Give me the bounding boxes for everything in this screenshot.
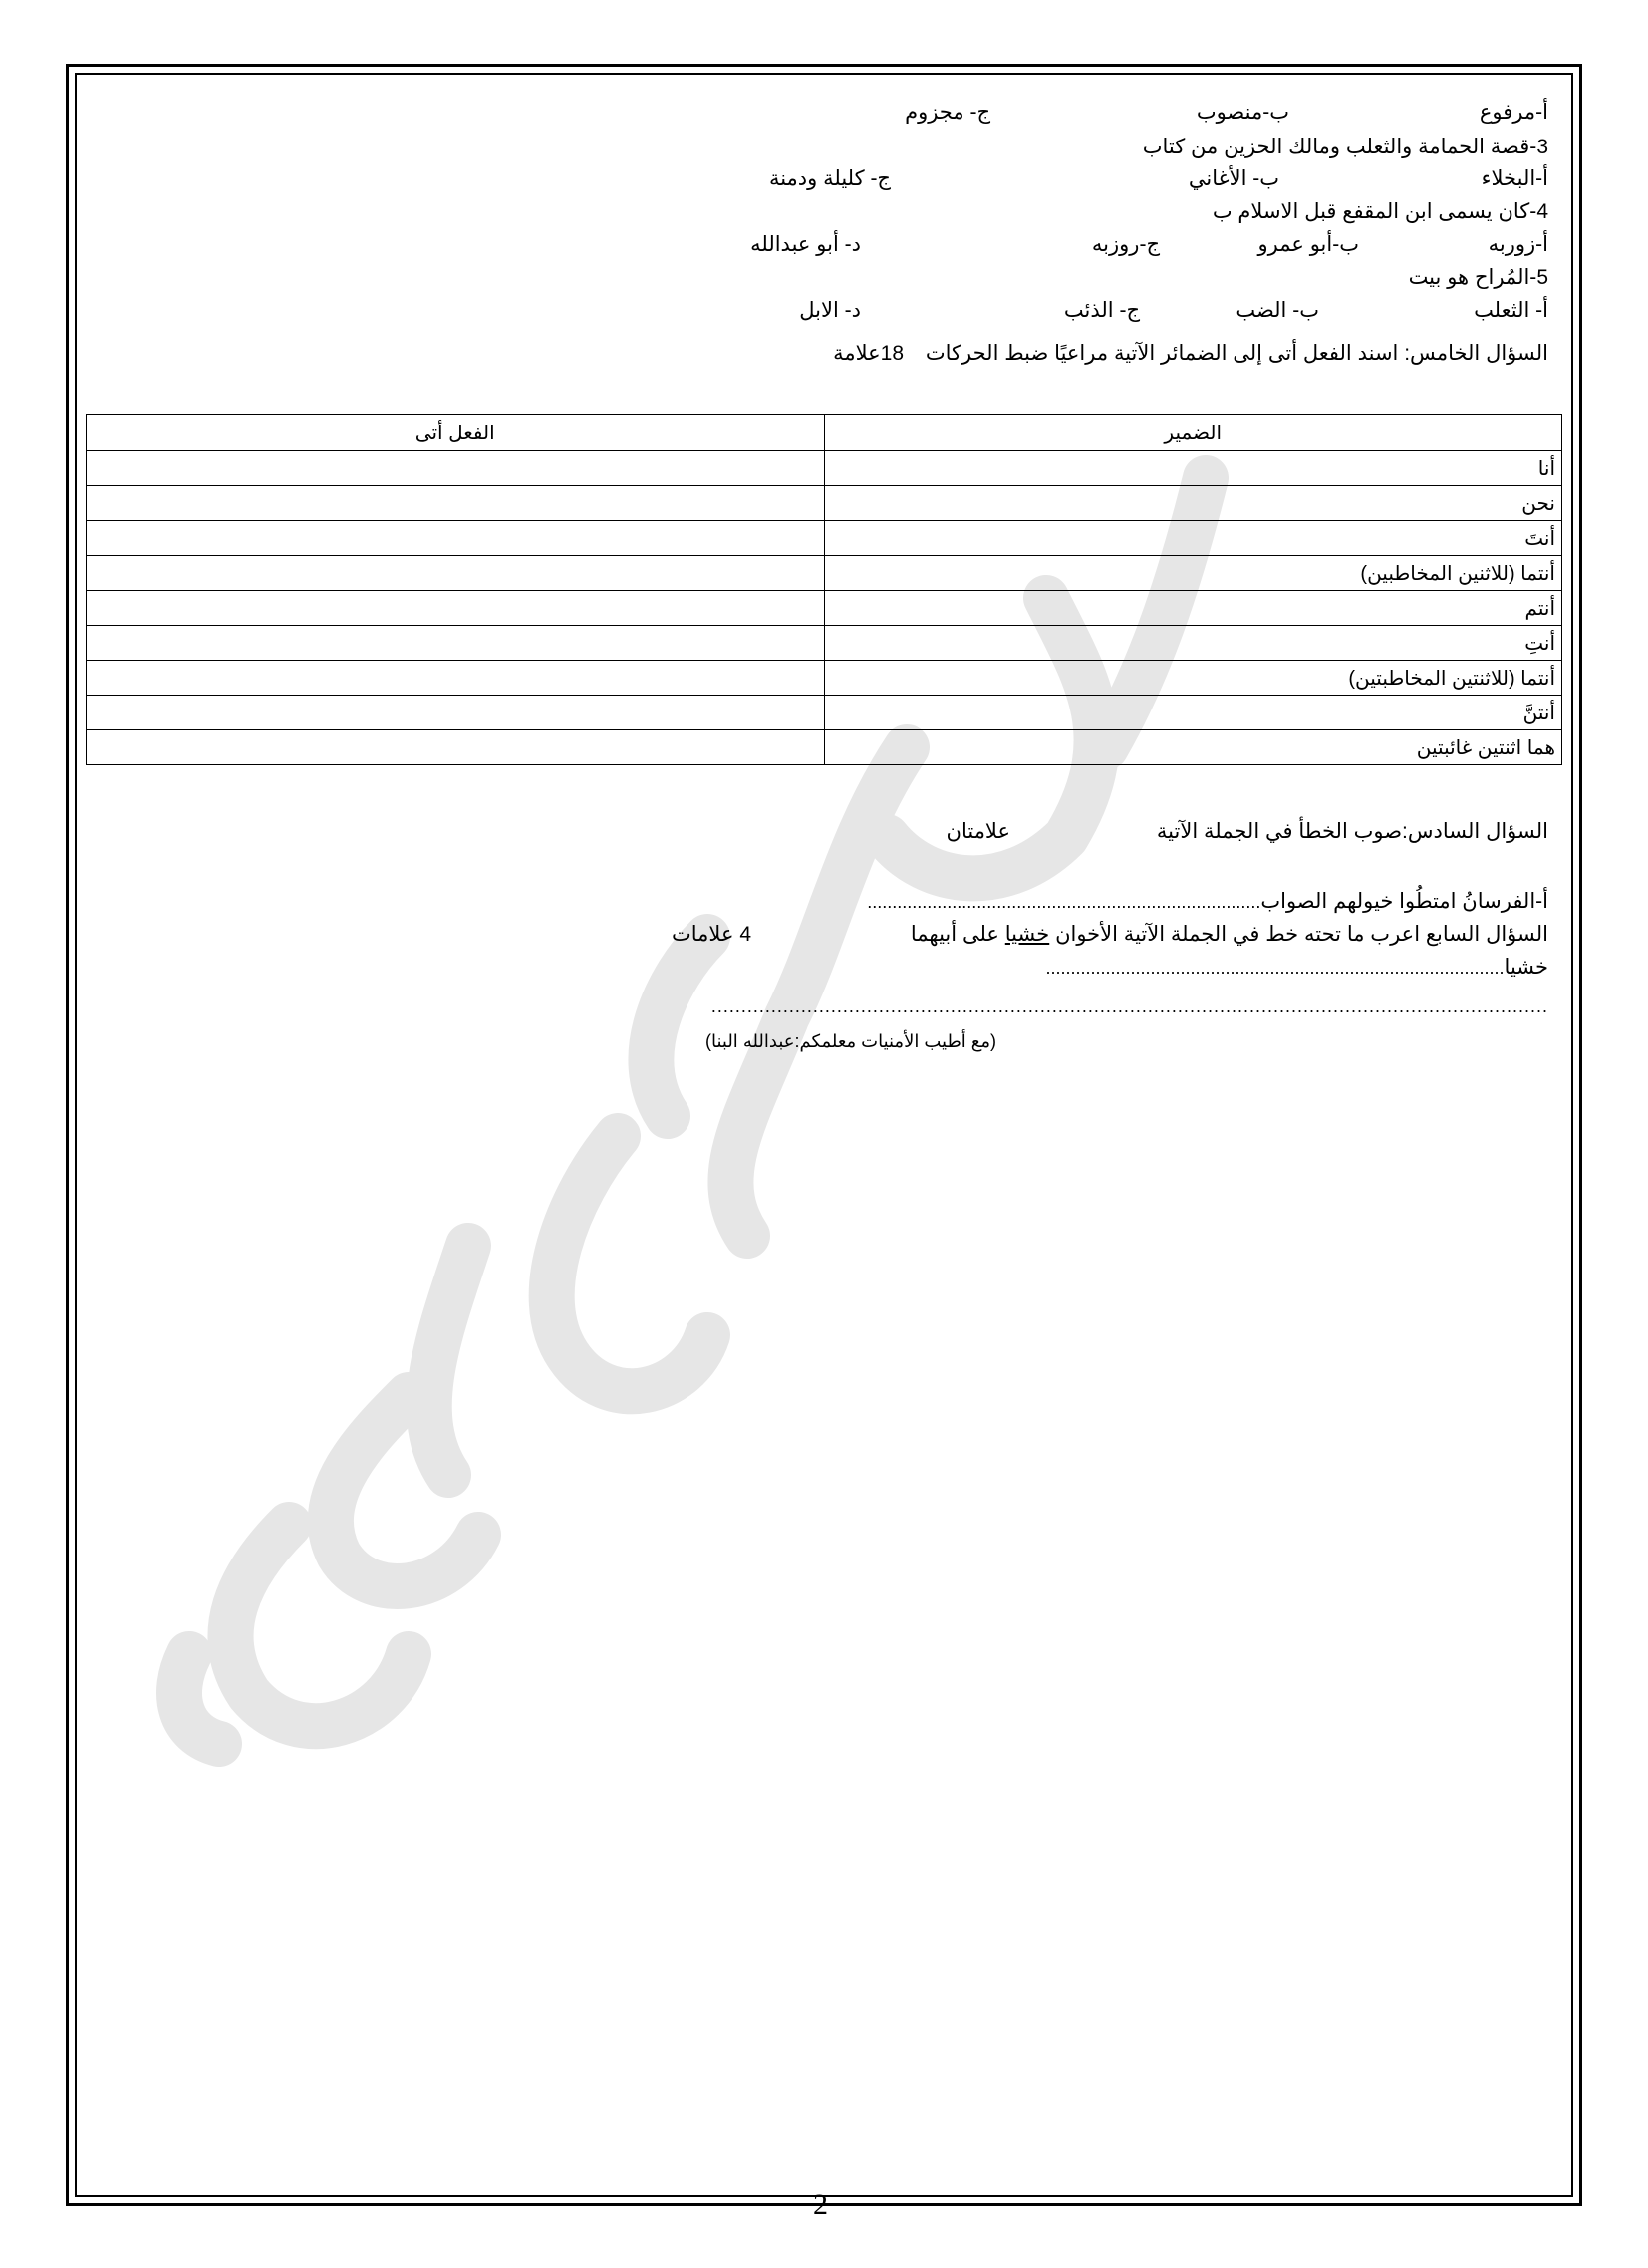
table-row (87, 451, 1562, 486)
answer-cell[interactable] (87, 451, 825, 486)
q2-option-b: ب-منصوب (1196, 101, 1289, 124)
question-3: 3-قصة الحمامة والثعلب ومالك الحزين من كتاب (1142, 136, 1548, 158)
question-five-marks: 18علامة (833, 342, 905, 365)
table-row (87, 521, 1562, 556)
question-six-sentence (867, 889, 1548, 915)
answer-cell[interactable] (87, 730, 825, 765)
pronoun-cell: أنتَ (824, 521, 1562, 556)
page-border-inner (75, 73, 1573, 2197)
question-six-text: السؤال السادس:صوب الخطأ في الجملة الآتية (1156, 820, 1548, 843)
question-seven-marks: 4 علامات (672, 923, 751, 946)
answer-cell[interactable] (87, 556, 825, 591)
question-seven-text-before: السؤال السابع اعرب ما تحته خط في الجملة الآتية الأخوان (1055, 923, 1548, 946)
teacher-signoff: (مع أطيب الأمنيات معلمكم:عبدالله البنا) (704, 1031, 996, 1051)
page-number: 2 (813, 2188, 828, 2221)
table-row (87, 696, 1562, 730)
question-5: 5-المُراح هو بيت (1408, 266, 1548, 289)
q2-option-a: أ-مرفوع (1479, 101, 1548, 124)
table-row (87, 626, 1562, 661)
q5-option-d: د- الابل (799, 299, 861, 322)
answer-cell[interactable] (87, 521, 825, 556)
pronoun-cell: أنتِ (824, 626, 1562, 661)
q5-option-a: أ- الثعلب (1474, 299, 1548, 322)
q4-option-b: ب-أبو عمرو (1257, 233, 1359, 256)
column-header-verb: الفعل أتى (87, 415, 825, 451)
answer-dots-long: ............................................................................................................................................ (710, 996, 1548, 1016)
table-row (87, 556, 1562, 591)
q3-option-a: أ-البخلاء (1481, 167, 1548, 190)
question-seven-answer (1045, 955, 1548, 981)
pronoun-cell: أنتما (للاثنين المخاطبين) (824, 556, 1562, 591)
answer-cell[interactable] (87, 661, 825, 696)
question-seven-answer-label: خشيا (1504, 956, 1548, 979)
pronoun-table (86, 414, 1562, 765)
pronoun-cell: أنتما (للاثنتين المخاطبتين) (824, 661, 1562, 696)
question-seven-text (911, 922, 1548, 948)
answer-cell[interactable] (87, 486, 825, 521)
q3-option-c: ج- كليلة ودمنة (768, 167, 891, 190)
answer-dots-q7: ............................................................................................ (1045, 958, 1505, 978)
question-six-sentence-text: أ-الفرسانُ امتطُوا خيولهم الصواب (1260, 890, 1548, 913)
question-4: 4-كان يسمى ابن المقفع قبل الاسلام ب (1212, 200, 1548, 223)
pronoun-cell: أنتنَّ (824, 696, 1562, 730)
answer-cell[interactable] (87, 626, 825, 661)
table-row (87, 486, 1562, 521)
q2-option-c: ج- مجزوم (905, 101, 990, 124)
question-five-heading (833, 341, 1548, 367)
pronoun-cell: أنا (824, 451, 1562, 486)
pronoun-cell: أنتم (824, 591, 1562, 626)
q4-option-a: أ-زوربه (1488, 233, 1548, 256)
q4-option-c: ج-روزبه (1091, 233, 1160, 256)
column-header-pronoun: الضمير (824, 415, 1562, 451)
q4-option-d: د- أبو عبدالله (750, 233, 861, 256)
table-row (87, 730, 1562, 765)
table-row (87, 661, 1562, 696)
answer-cell[interactable] (87, 591, 825, 626)
q5-option-b: ب- الضب (1236, 299, 1319, 322)
question-six-marks: علامتان (946, 820, 1010, 843)
table-header-row (87, 415, 1562, 451)
table-row (87, 591, 1562, 626)
answer-dots-q6: ............................................................................... (867, 892, 1261, 912)
answer-cell[interactable] (87, 696, 825, 730)
question-five-text: السؤال الخامس: اسند الفعل أتى إلى الضمائر الآتية مراعيًا ضبط الحركات (925, 342, 1548, 365)
q3-option-b: ب- الأغاني (1188, 167, 1279, 190)
question-seven-text-after: على أبيهما (910, 923, 999, 946)
pronoun-cell: نحن (824, 486, 1562, 521)
question-seven-underlined-word: خشيا (1004, 923, 1050, 946)
q5-option-c: ج- الذئب (1063, 299, 1140, 322)
pronoun-cell: هما اثنتين غائبتين (824, 730, 1562, 765)
